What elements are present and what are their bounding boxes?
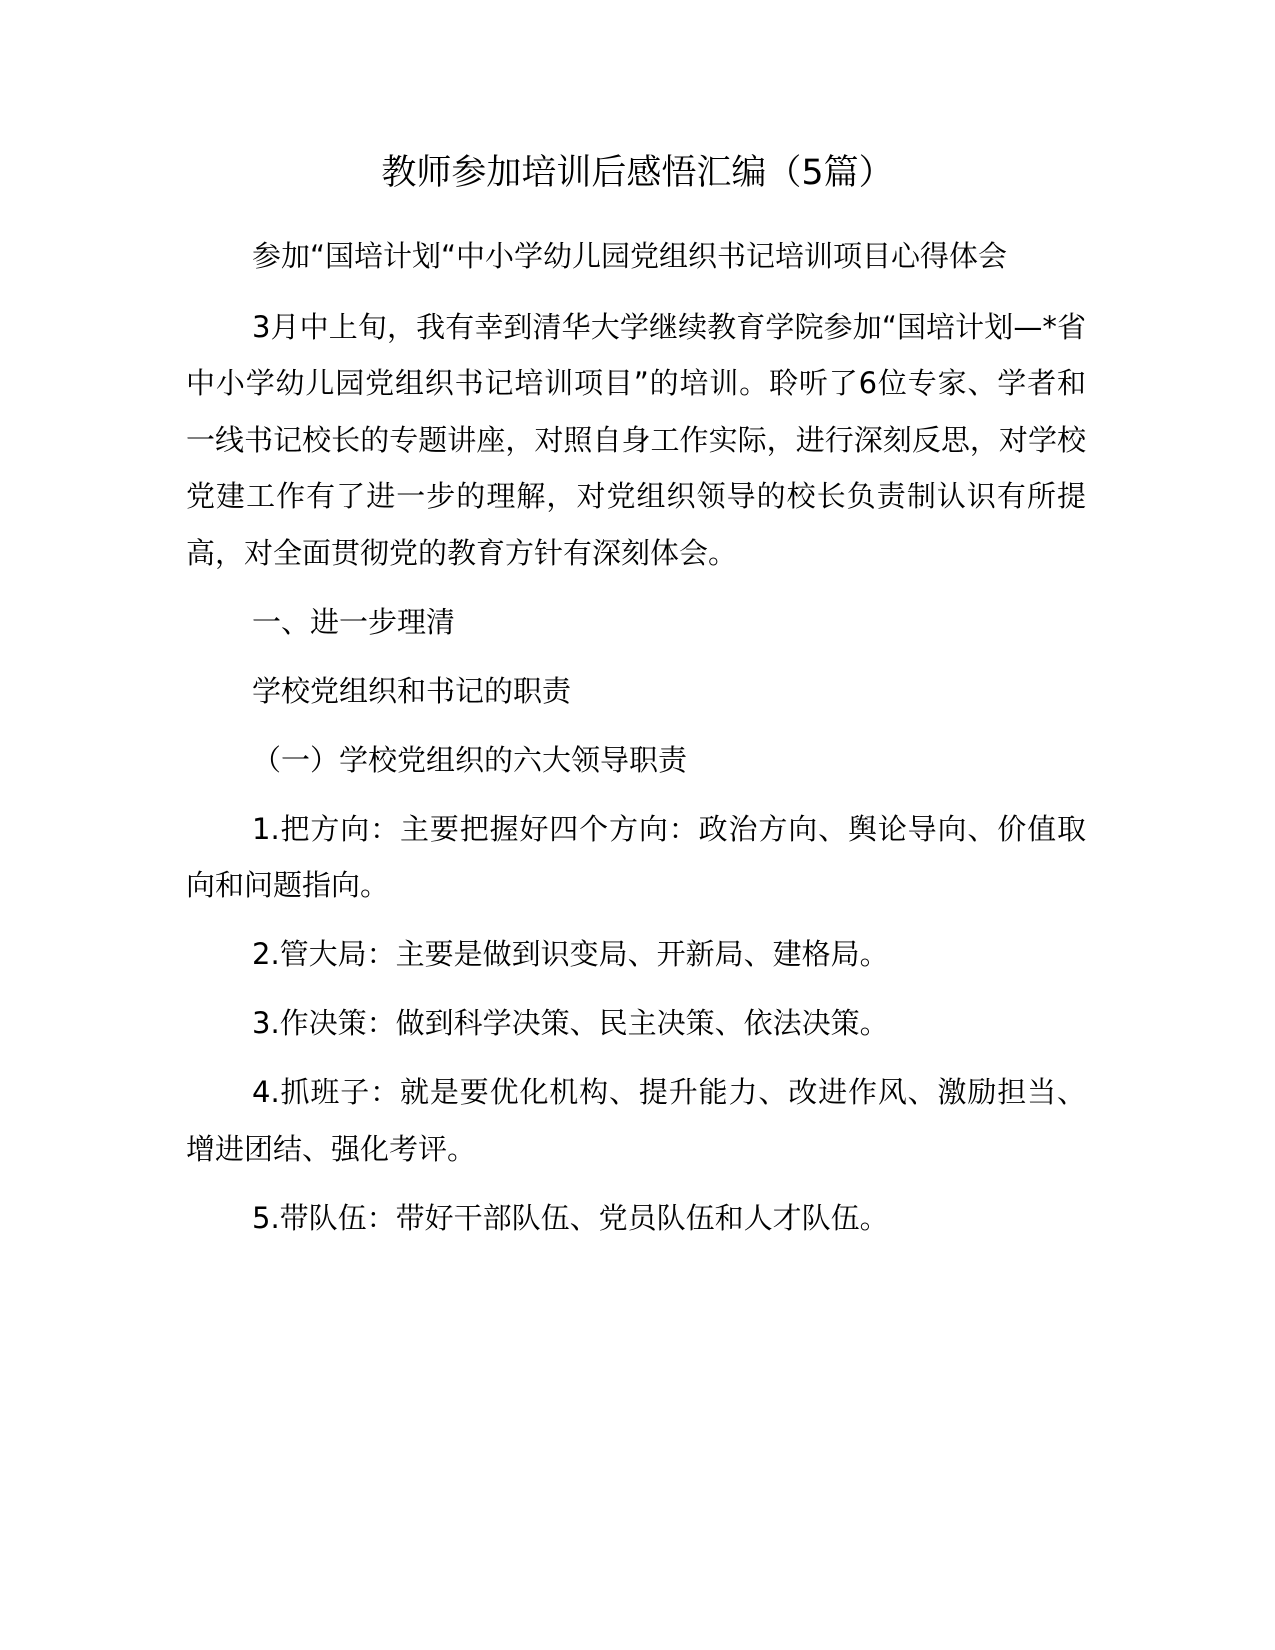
list-item-3: 3.作决策：做到科学决策、民主决策、依法决策。: [252, 1006, 889, 1040]
paragraph-intro: 3月中上旬，我有幸到清华大学继续教育学院参加“国培计划—*省中小学幼儿园党组织书记培训项目”的培训。聆听了6位专家、学者和一线书记校长的专题讲座，对照自身工作实际，进行深刻反思，对学校党建工作有了进一步的理解，对党组织领导的校长负责制认识有所提高，对全面贯彻党的教育方针有深刻体会。: [186, 309, 1086, 570]
paragraph-section-subheading: 学校党组织和书记的职责: [252, 673, 572, 708]
list-item-4: 4.抓班子：就是要优化机构、提升能力、改进作风、激励担当、增进团结、强化考评。: [186, 1075, 1086, 1166]
document-body: [186, 228, 1086, 1259]
list-item-1: 1.把方向：主要把握好四个方向：政治方向、舆论导向、价值取向和问题指向。: [186, 811, 1086, 902]
document-title: 教师参加培训后感悟汇编（5篇）: [381, 153, 894, 193]
paragraph-subsection-heading: （一）学校党组织的六大领导职责: [252, 742, 688, 777]
list-item-5: 5.带队伍：带好干部队伍、党员队伍和人才队伍。: [252, 1200, 889, 1235]
list-item-2: 2.管大局：主要是做到识变局、开新局、建格局。: [252, 937, 889, 971]
paragraph-section-heading: 一、进一步理清: [252, 604, 456, 639]
paragraph-article-title: 参加“国培计划“中小学幼儿园党组织书记培训项目心得体会: [252, 239, 1008, 273]
